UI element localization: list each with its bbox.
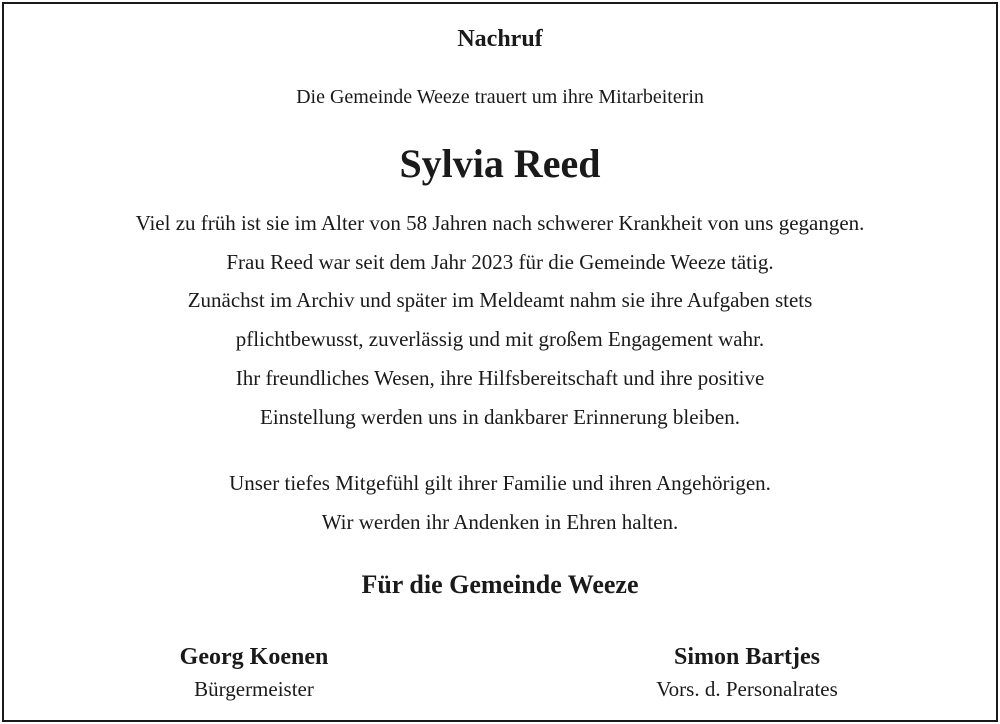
obituary-line: Viel zu früh ist sie im Alter von 58 Jahren nach schwerer Krankheit von uns gegangen. — [135, 211, 865, 235]
signer-role: Bürgermeister — [194, 677, 314, 701]
obituary-line: Ihr freundliches Wesen, ihre Hilfsbereitschaft und ihre positive — [235, 365, 765, 390]
condolence-line: Unser tiefes Mitgefühl gilt ihrer Familie und ihren Angehörigen. — [229, 471, 771, 495]
obituary-text — [0, 204, 1000, 436]
condolence-text — [0, 464, 1000, 541]
obituary-line: Zunächst im Archiv und später im Meldeamt nahm sie ihre Aufgaben stets — [187, 288, 813, 313]
signer-name: Simon Bartjes — [674, 644, 820, 670]
signer-role: Vors. d. Personalrates — [656, 677, 838, 701]
notice-heading: Nachruf — [457, 26, 543, 52]
obituary-line: Frau Reed war seit dem Jahr 2023 für die Gemeinde Weeze tätig. — [226, 249, 774, 274]
signoff-line: Für die Gemeinde Weeze — [361, 570, 639, 599]
signer-mayor — [104, 640, 404, 704]
obituary-line: pflichtbewusst, zuverlässig und mit großem Engagement wahr. — [235, 327, 765, 352]
condolence-line: Wir werden ihr Andenken in Ehren halten. — [321, 509, 679, 534]
signer-name: Georg Koenen — [179, 644, 329, 670]
obituary-line: Einstellung werden uns in dankbarer Erinnerung bleiben. — [260, 404, 740, 429]
deceased-name: Sylvia Reed — [399, 141, 601, 186]
signer-staff-council — [597, 640, 897, 704]
notice-intro: Die Gemeinde Weeze trauert um ihre Mitarbeiterin — [296, 86, 704, 108]
